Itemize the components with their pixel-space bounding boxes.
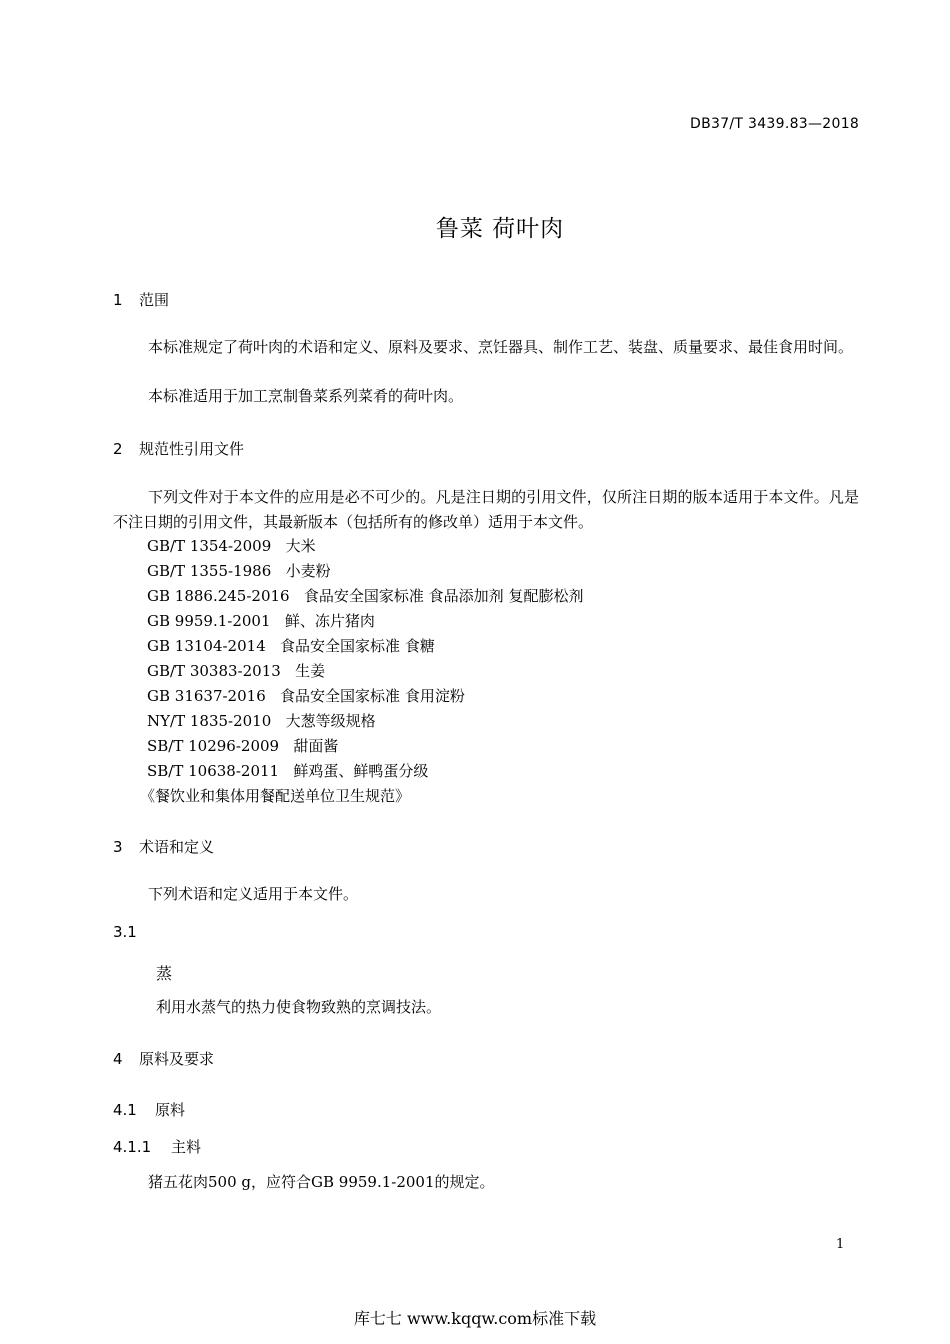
reference-code: GB/T 30383-2013 bbox=[147, 662, 281, 680]
section-number: 4 bbox=[113, 1050, 123, 1068]
section-2-heading bbox=[113, 438, 244, 459]
reference-item bbox=[147, 734, 583, 759]
subsection-number: 4.1 bbox=[113, 1101, 137, 1119]
page-number: 1 bbox=[836, 1237, 845, 1252]
reference-code: SB/T 10638-2011 bbox=[147, 762, 280, 780]
subsection-title: 原料 bbox=[155, 1101, 186, 1119]
section-number: 3 bbox=[113, 838, 123, 856]
term-name: 蒸 bbox=[156, 964, 173, 983]
reference-extra: 《餐饮业和集体用餐配送单位卫生规范》 bbox=[140, 787, 411, 805]
reference-item bbox=[147, 584, 583, 609]
reference-code: GB/T 1355-1986 bbox=[147, 562, 272, 580]
term-definition: 利用水蒸气的热力使食物致熟的烹调技法。 bbox=[156, 998, 442, 1016]
reference-name: 大葱等级规格 bbox=[285, 712, 376, 730]
normative-intro-paragraph: 下列文件对于本文件的应用是必不可少的。凡是注日期的引用文件，仅所注日期的版本适用于本文件。凡是不注日期的引用文件，其最新版本（包括所有的修改单）适用于本文件。 bbox=[113, 488, 859, 531]
section-3-heading bbox=[113, 836, 214, 857]
reference-name: 生姜 bbox=[295, 662, 326, 680]
reference-item bbox=[147, 634, 583, 659]
reference-list bbox=[147, 534, 583, 784]
reference-name: 鲜、冻片猪肉 bbox=[284, 612, 375, 630]
subsection-number: 4.1.1 bbox=[113, 1138, 152, 1156]
reference-name: 甜面酱 bbox=[293, 737, 339, 755]
section-title: 范围 bbox=[139, 291, 170, 309]
reference-item bbox=[147, 709, 583, 734]
reference-item bbox=[147, 684, 583, 709]
reference-item bbox=[147, 759, 583, 784]
reference-code: NY/T 1835-2010 bbox=[147, 712, 272, 730]
reference-name: 鲜鸡蛋、鲜鸭蛋分级 bbox=[293, 762, 429, 780]
reference-code: SB/T 10296-2009 bbox=[147, 737, 280, 755]
reference-name: 小麦粉 bbox=[285, 562, 331, 580]
footer-watermark: 库七七 www.kqqw.com标准下载 bbox=[353, 1309, 597, 1328]
section-number: 2 bbox=[113, 440, 123, 458]
reference-name: 食品安全国家标准 食用淀粉 bbox=[280, 687, 465, 705]
reference-item bbox=[147, 534, 583, 559]
reference-name: 食品安全国家标准 食糖 bbox=[280, 637, 435, 655]
reference-code: GB 31637-2016 bbox=[147, 687, 266, 705]
reference-name: 食品安全国家标准 食品添加剂 复配膨松剂 bbox=[303, 587, 584, 605]
subsection-title: 主料 bbox=[171, 1138, 202, 1156]
main-ingredient-text: 猪五花肉500 g，应符合GB 9959.1-2001的规定。 bbox=[148, 1173, 495, 1191]
section-title: 术语和定义 bbox=[139, 838, 215, 856]
reference-item bbox=[147, 559, 583, 584]
section-title: 原料及要求 bbox=[139, 1050, 215, 1068]
reference-item bbox=[147, 659, 583, 684]
reference-code: GB/T 1354-2009 bbox=[147, 537, 272, 555]
scope-paragraph-1: 本标准规定了荷叶肉的术语和定义、原料及要求、烹饪器具、制作工艺、装盘、质量要求、最佳食用时间。 bbox=[148, 338, 854, 356]
section-1-heading bbox=[113, 289, 169, 310]
reference-item bbox=[147, 609, 583, 634]
reference-code: GB 13104-2014 bbox=[147, 637, 266, 655]
section-number: 1 bbox=[113, 291, 123, 309]
scope-paragraph-2: 本标准适用于加工烹制鲁菜系列菜肴的荷叶肉。 bbox=[148, 387, 464, 405]
page-title: 鲁菜 荷叶肉 bbox=[435, 216, 565, 242]
reference-code: GB 1886.245-2016 bbox=[147, 587, 290, 605]
terms-intro-paragraph: 下列术语和定义适用于本文件。 bbox=[148, 885, 359, 903]
standard-number: DB37/T 3439.83—2018 bbox=[690, 116, 860, 132]
subsection-4-1-1-heading bbox=[113, 1136, 201, 1157]
reference-code: GB 9959.1-2001 bbox=[147, 612, 271, 630]
section-title: 规范性引用文件 bbox=[139, 440, 245, 458]
subsection-4-1-heading bbox=[113, 1099, 185, 1120]
reference-name: 大米 bbox=[285, 537, 316, 555]
section-4-heading bbox=[113, 1048, 214, 1069]
subsection-3-1-number: 3.1 bbox=[113, 923, 137, 941]
